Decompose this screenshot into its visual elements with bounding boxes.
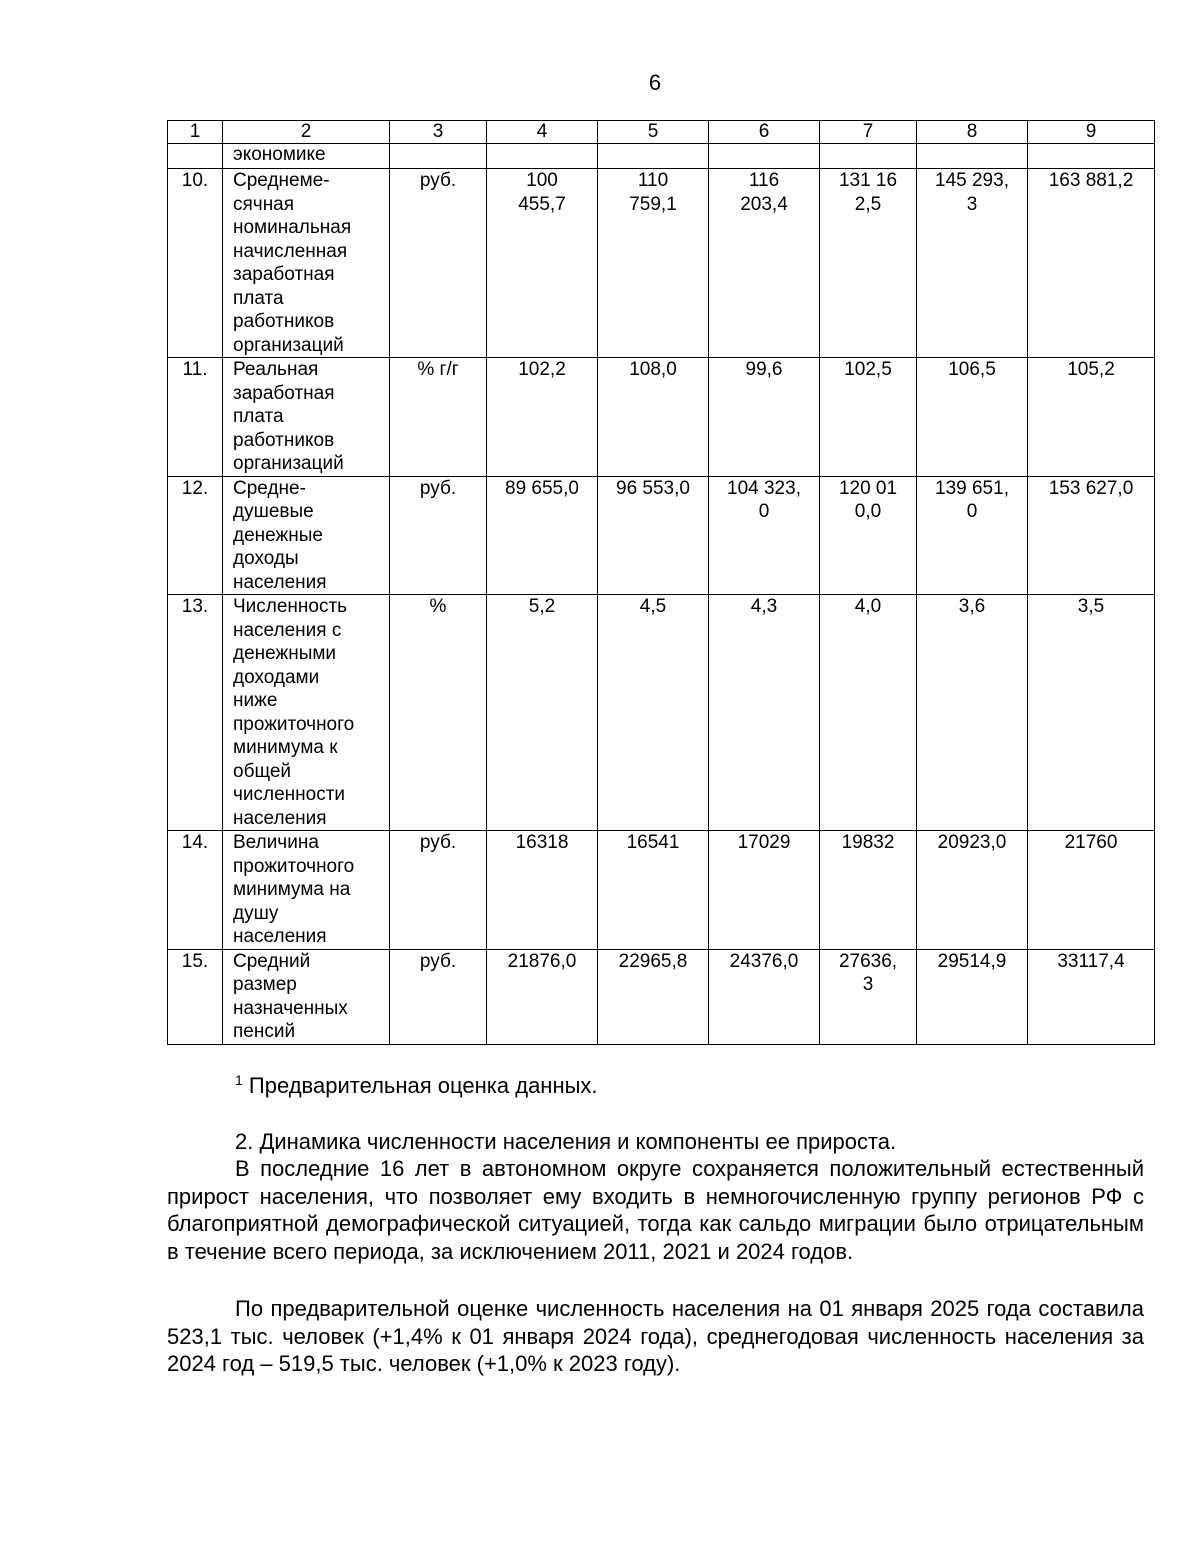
value-cell xyxy=(820,949,917,1044)
value-cell xyxy=(709,358,820,477)
cell-line: 105,2 xyxy=(1067,359,1115,380)
cell-line: 16541 xyxy=(626,832,680,853)
cell-line: населения xyxy=(233,926,327,947)
indicator-name-cell: экономике xyxy=(223,144,390,169)
value-cell xyxy=(487,358,598,477)
value-cell xyxy=(709,476,820,595)
cell-line: плата xyxy=(233,406,284,427)
cell-line: численности xyxy=(233,784,346,805)
cell-line: работников xyxy=(233,311,335,332)
cell-line: 21760 xyxy=(1064,832,1118,853)
header-cell: 9 xyxy=(1028,121,1155,144)
cell-line: 3,5 xyxy=(1077,596,1105,617)
cell-line: 0,0 xyxy=(854,501,882,522)
paragraph: В последние 16 лет в автономном округе сохраняется положительный естественный прирост населения, что позволяет ему входить в немногочисленную группу регионов РФ с благоприятной демографической ситуацией, тогда как сальдо миграции было отрицательным в течение всего периода, за исключением 2011, 2021 и 2024 годов. xyxy=(167,1156,1144,1264)
value-cell xyxy=(820,169,917,358)
table-row xyxy=(168,476,1155,595)
table-continuation-row xyxy=(168,144,1155,169)
cell-line: 24376,0 xyxy=(729,950,799,972)
value-cell xyxy=(917,949,1028,1044)
cell-line: 33117,4 xyxy=(1057,950,1125,972)
value-cell xyxy=(487,595,598,831)
value-cell xyxy=(1028,358,1155,477)
row-number-cell: 15. xyxy=(168,949,223,1044)
cell-line: минимума на xyxy=(233,879,351,900)
cell-line: 116 xyxy=(748,170,780,191)
unit-cell: руб. xyxy=(390,831,487,950)
cell-line: 16318 xyxy=(515,832,569,853)
cell-line: 5,2 xyxy=(528,596,556,617)
value-cell xyxy=(709,144,820,169)
value-cell xyxy=(598,144,709,169)
table-body xyxy=(168,121,1155,1045)
cell-line: доходы xyxy=(233,548,299,569)
unit-cell: руб. xyxy=(390,949,487,1044)
section-heading: 2. Динамика численности населения и компоненты ее прироста. xyxy=(235,1129,897,1154)
value-cell xyxy=(487,949,598,1044)
indicator-name-cell xyxy=(223,476,390,595)
indicator-name-cell xyxy=(223,358,390,477)
row-number-cell: 13. xyxy=(168,595,223,831)
cell-line: 3 xyxy=(966,193,978,215)
value-cell xyxy=(1028,595,1155,831)
indicator-name-cell xyxy=(223,169,390,358)
value-cell xyxy=(820,358,917,477)
cell-line: 131 16 xyxy=(838,170,898,191)
cell-line: 99,6 xyxy=(745,359,783,380)
cell-line: населения xyxy=(233,807,327,829)
table-row xyxy=(168,831,1155,950)
value-cell xyxy=(487,169,598,358)
cell-line: населения xyxy=(233,571,327,593)
cell-line: 20923,0 xyxy=(937,832,1007,853)
cell-line: 100 xyxy=(526,170,558,191)
cell-line: 203,4 xyxy=(740,193,788,215)
cell-line: 21876,0 xyxy=(507,950,577,972)
footnote-mark: 1 xyxy=(235,1072,243,1088)
cell-line: заработная xyxy=(233,382,335,404)
indicators-table xyxy=(167,120,1155,1045)
value-cell xyxy=(1028,831,1155,950)
value-cell xyxy=(598,476,709,595)
header-cell: 2 xyxy=(223,121,390,144)
cell-line: Среднеме- xyxy=(233,170,330,191)
value-cell xyxy=(487,476,598,595)
value-cell xyxy=(820,476,917,595)
cell-line: номинальная xyxy=(233,217,352,238)
value-cell xyxy=(709,169,820,358)
row-number-cell: 11. xyxy=(168,358,223,477)
cell-line: 89 655,0 xyxy=(505,477,579,499)
row-number-cell xyxy=(168,144,223,169)
cell-line: 108,0 xyxy=(629,359,677,380)
value-cell xyxy=(487,831,598,950)
value-cell xyxy=(598,949,709,1044)
cell-line: 0 xyxy=(966,501,978,522)
cell-line: заработная xyxy=(233,264,335,285)
cell-line: 104 323, xyxy=(727,477,801,499)
cell-line: 3 xyxy=(862,974,874,995)
cell-line: Средне- xyxy=(233,477,306,499)
cell-line: ниже xyxy=(233,690,278,711)
cell-line: 455,7 xyxy=(518,193,566,215)
value-cell xyxy=(598,595,709,831)
value-cell xyxy=(820,144,917,169)
cell-line: 96 553,0 xyxy=(616,477,690,499)
value-cell xyxy=(917,169,1028,358)
cell-line: 17029 xyxy=(737,832,791,853)
table-row xyxy=(168,595,1155,831)
cell-line: Средний xyxy=(233,950,311,972)
value-cell xyxy=(917,831,1028,950)
table-row xyxy=(168,949,1155,1044)
header-cell: 4 xyxy=(487,121,598,144)
page-number: 6 xyxy=(648,70,662,95)
cell-line: 4,3 xyxy=(750,596,778,617)
cell-line: начисленная xyxy=(233,240,348,262)
value-cell xyxy=(820,831,917,950)
cell-line: сячная xyxy=(233,193,295,215)
cell-line: Величина xyxy=(233,832,319,853)
indicator-name-cell xyxy=(223,831,390,950)
value-cell xyxy=(917,595,1028,831)
value-cell xyxy=(1028,169,1155,358)
cell-line: организаций xyxy=(233,453,344,474)
header-cell: 6 xyxy=(709,121,820,144)
indicator-name-cell xyxy=(223,595,390,831)
cell-line: душевые xyxy=(233,501,314,522)
indicator-name-cell xyxy=(223,949,390,1044)
value-cell xyxy=(1028,476,1155,595)
cell-line: 163 881,2 xyxy=(1048,170,1134,191)
header-cell: 3 xyxy=(390,121,487,144)
cell-line: 27636, xyxy=(838,950,898,972)
cell-line: минимума к xyxy=(233,737,338,758)
cell-line: плата xyxy=(233,287,284,309)
cell-line: 145 293, xyxy=(935,170,1009,191)
value-cell xyxy=(917,144,1028,169)
cell-line: 139 651, xyxy=(935,477,1009,499)
cell-line: прожиточного xyxy=(233,855,355,877)
cell-line: населения с xyxy=(233,619,342,641)
cell-line: 19832 xyxy=(841,832,895,853)
unit-cell: руб. xyxy=(390,169,487,358)
row-number-cell: 12. xyxy=(168,476,223,595)
cell-line: Численность xyxy=(233,596,348,617)
cell-line: 29514,9 xyxy=(937,950,1007,972)
cell-line: 2,5 xyxy=(854,193,882,215)
header-cell: 7 xyxy=(820,121,917,144)
unit-cell: % г/г xyxy=(390,358,487,477)
value-cell xyxy=(598,358,709,477)
row-number-cell: 10. xyxy=(168,169,223,358)
paragraph: По предварительной оценке численность населения на 01 января 2025 года составила 523,1 тыс. человек (+1,4% к 01 января 2024 года), среднегодовая численность населения за 2024 год – 519,5 тыс. человек (+1,0% к 2023 году). xyxy=(167,1296,1144,1376)
cell-line: душу xyxy=(233,902,279,924)
cell-line: организаций xyxy=(233,334,344,356)
value-cell xyxy=(1028,144,1155,169)
cell-line: Реальная xyxy=(233,359,319,380)
value-cell xyxy=(820,595,917,831)
header-cell: 5 xyxy=(598,121,709,144)
unit-cell xyxy=(390,144,487,169)
cell-line: 759,1 xyxy=(629,193,677,215)
unit-cell: руб. xyxy=(390,476,487,595)
cell-line: 102,2 xyxy=(518,359,566,380)
unit-cell: % xyxy=(390,595,487,831)
value-cell xyxy=(709,831,820,950)
cell-line: 4,5 xyxy=(639,596,667,617)
cell-line: размер xyxy=(233,974,297,995)
cell-line: 3,6 xyxy=(958,596,986,617)
cell-line: пенсий xyxy=(233,1021,296,1042)
value-cell xyxy=(598,831,709,950)
cell-line: прожиточного xyxy=(233,713,355,735)
value-cell xyxy=(598,169,709,358)
cell-line: денежные xyxy=(233,524,323,546)
cell-line: 120 01 xyxy=(838,477,898,499)
cell-line: 102,5 xyxy=(844,359,892,380)
value-cell xyxy=(1028,949,1155,1044)
footnote xyxy=(167,1072,1144,1100)
header-cell: 1 xyxy=(168,121,223,144)
cell-line: 0 xyxy=(758,501,770,522)
cell-line: 106,5 xyxy=(948,359,996,380)
table-header-row xyxy=(168,121,1155,144)
cell-line: назначенных xyxy=(233,997,348,1019)
table-row xyxy=(168,358,1155,477)
cell-line: 153 627,0 xyxy=(1048,477,1134,499)
value-cell xyxy=(709,595,820,831)
cell-line: денежными xyxy=(233,643,337,664)
value-cell xyxy=(917,476,1028,595)
cell-line: доходами xyxy=(233,666,320,688)
cell-line: 22965,8 xyxy=(618,950,688,972)
value-cell xyxy=(917,358,1028,477)
value-cell xyxy=(709,949,820,1044)
footnote-text: Предварительная оценка данных. xyxy=(248,1073,598,1098)
cell-line: работников xyxy=(233,429,335,451)
cell-line: общей xyxy=(233,760,292,782)
value-cell xyxy=(487,144,598,169)
cell-line: 110 xyxy=(637,170,669,191)
table-row xyxy=(168,169,1155,358)
cell-line: 4,0 xyxy=(854,596,882,617)
row-number-cell: 14. xyxy=(168,831,223,950)
header-cell: 8 xyxy=(917,121,1028,144)
